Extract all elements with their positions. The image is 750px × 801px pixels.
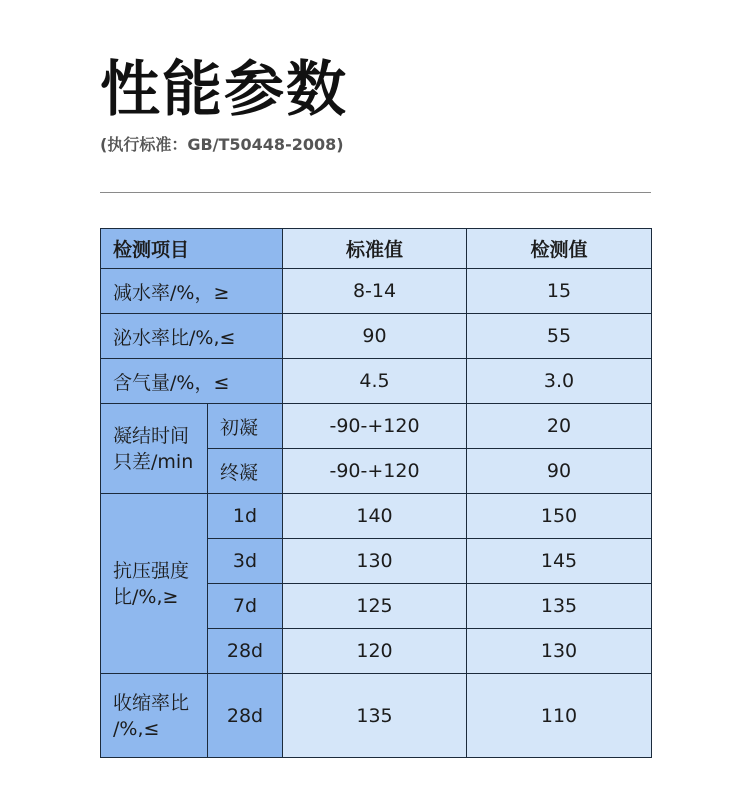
row-measured: 55 <box>467 314 652 359</box>
row-standard: 8-14 <box>283 269 467 314</box>
header-standard: 标准值 <box>283 229 467 269</box>
group-label-line: 抗压强度 <box>113 559 190 582</box>
group-label-line: /%,≤ <box>113 717 160 740</box>
row-measured: 15 <box>467 269 652 314</box>
header-measured: 检测值 <box>467 229 652 269</box>
row-standard: 140 <box>283 494 467 539</box>
sub-item: 28d <box>208 674 283 758</box>
row-measured: 3.0 <box>467 359 652 404</box>
group-label-line: 凝结时间 <box>113 424 190 447</box>
row-standard: 125 <box>283 584 467 629</box>
row-item: 泌水率比/%,≤ <box>101 314 283 359</box>
standard-reference: (执行标准：GB/T50448-2008) <box>100 135 344 154</box>
row-standard: 4.5 <box>283 359 467 404</box>
sub-item: 28d <box>208 629 283 674</box>
row-measured: 130 <box>467 629 652 674</box>
group-compressive-strength <box>101 494 208 674</box>
table-header-row <box>101 229 652 269</box>
group-label-line: 只差/min <box>113 450 194 473</box>
group-setting-time <box>101 404 208 494</box>
row-measured: 90 <box>467 449 652 494</box>
row-standard: 90 <box>283 314 467 359</box>
row-standard: 135 <box>283 674 467 758</box>
sub-item: 初凝 <box>208 404 283 449</box>
table-row <box>101 269 652 314</box>
row-standard: 120 <box>283 629 467 674</box>
row-measured: 110 <box>467 674 652 758</box>
sub-item: 7d <box>208 584 283 629</box>
group-shrinkage <box>101 674 208 758</box>
row-standard: -90-+120 <box>283 449 467 494</box>
row-standard: -90-+120 <box>283 404 467 449</box>
row-measured: 145 <box>467 539 652 584</box>
row-measured: 150 <box>467 494 652 539</box>
table-row <box>101 494 652 539</box>
row-measured: 20 <box>467 404 652 449</box>
group-label-line: 收缩率比 <box>113 691 190 714</box>
table-row <box>101 359 652 404</box>
performance-parameters-table <box>100 228 652 758</box>
page-title: 性能参数 <box>100 55 348 125</box>
row-item: 减水率/%，≥ <box>101 269 283 314</box>
row-standard: 130 <box>283 539 467 584</box>
table-row <box>101 404 652 449</box>
row-item: 含气量/%，≤ <box>101 359 283 404</box>
table-row <box>101 314 652 359</box>
divider <box>100 192 651 193</box>
sub-item: 终凝 <box>208 449 283 494</box>
row-measured: 135 <box>467 584 652 629</box>
sub-item: 1d <box>208 494 283 539</box>
group-label-line: 比/%,≥ <box>113 585 179 608</box>
table-row <box>101 674 652 758</box>
sub-item: 3d <box>208 539 283 584</box>
header-item: 检测项目 <box>101 229 283 269</box>
